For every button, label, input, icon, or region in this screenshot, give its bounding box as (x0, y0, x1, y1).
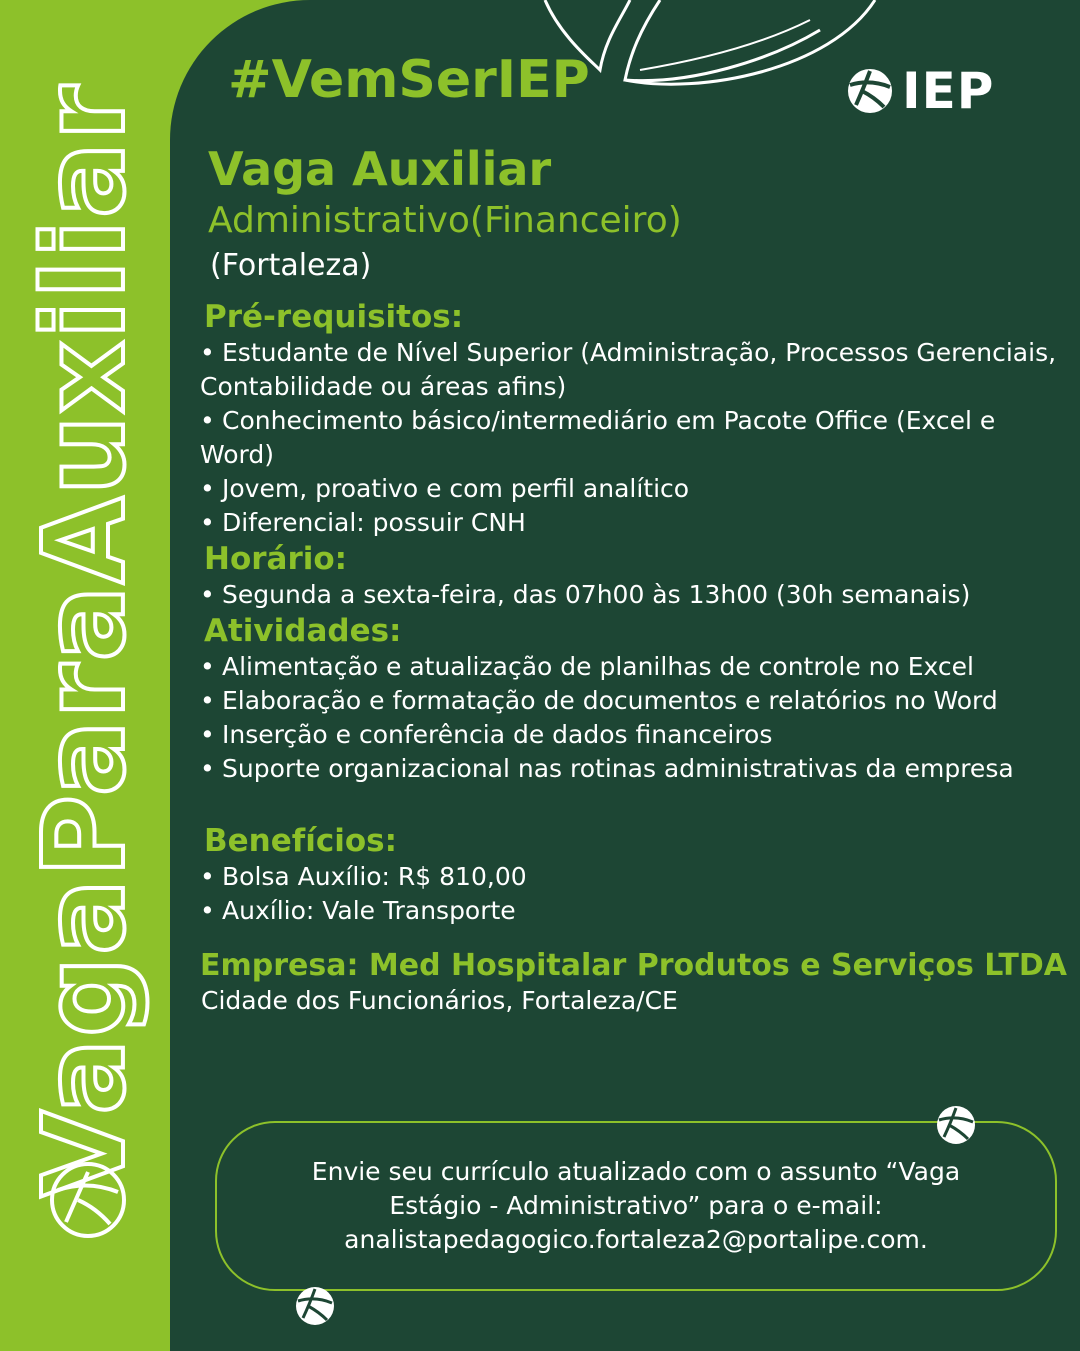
iep-leaf-logo-icon (295, 1286, 335, 1326)
list-item: • Elaboração e formatação de documentos e relatórios no Word (200, 686, 998, 715)
list-item: • Conhecimento básico/intermediário em Pacote Office (Excel e Word) (200, 406, 996, 469)
list-item: • Suporte organizacional nas rotinas administrativas da empresa (200, 754, 1014, 783)
contact-box (215, 1121, 1057, 1291)
job-location: (Fortaleza) (210, 248, 372, 283)
job-details (200, 298, 1060, 928)
list-item: • Segunda a sexta-feira, das 07h00 às 13h00 (30h semanais) (200, 580, 971, 609)
iep-leaf-logo-icon (846, 67, 894, 115)
list-item: • Diferencial: possuir CNH (200, 508, 526, 537)
job-title: Vaga Auxiliar (208, 142, 552, 196)
list-item: • Alimentação e atualização de planilhas de controle no Excel (200, 652, 974, 681)
list-item: • Bolsa Auxílio: R$ 810,00 (200, 862, 527, 891)
activities-heading: Atividades: (204, 613, 402, 649)
schedule-heading: Horário: (204, 541, 348, 577)
brand-logo (846, 62, 994, 120)
contact-text: Envie seu currículo atualizado com o assunto “Vaga Estágio - Administrativo” para o e-mail: analistapedagogico.fortaleza2@portalipe.com. (311, 1157, 961, 1254)
list-item: • Estudante de Nível Superior (Administração, Processos Gerenciais, Contabilidade ou áreas afins) (200, 338, 1057, 401)
list-item: • Jovem, proativo e com perfil analítico (200, 474, 690, 503)
requirements-heading: Pré-requisitos: (204, 299, 464, 335)
iep-leaf-logo-icon (936, 1105, 976, 1145)
benefits-heading: Benefícios: (204, 823, 398, 859)
company-address: Cidade dos Funcionários, Fortaleza/CE (201, 986, 678, 1015)
list-item: • Auxílio: Vale Transporte (200, 896, 516, 925)
company-name: Empresa: Med Hospitalar Produtos e Serviços LTDA (200, 948, 1067, 983)
brand-name: IEP (902, 62, 995, 120)
iep-leaf-logo-icon (48, 1160, 128, 1240)
job-subtitle: Administrativo(Financeiro) (208, 200, 682, 241)
sidebar-vertical-title: VagaParaAuxiliar (20, 83, 150, 1197)
list-item: • Inserção e conferência de dados financeiros (200, 720, 773, 749)
hashtag-title: #VemSerIEP (228, 50, 590, 110)
